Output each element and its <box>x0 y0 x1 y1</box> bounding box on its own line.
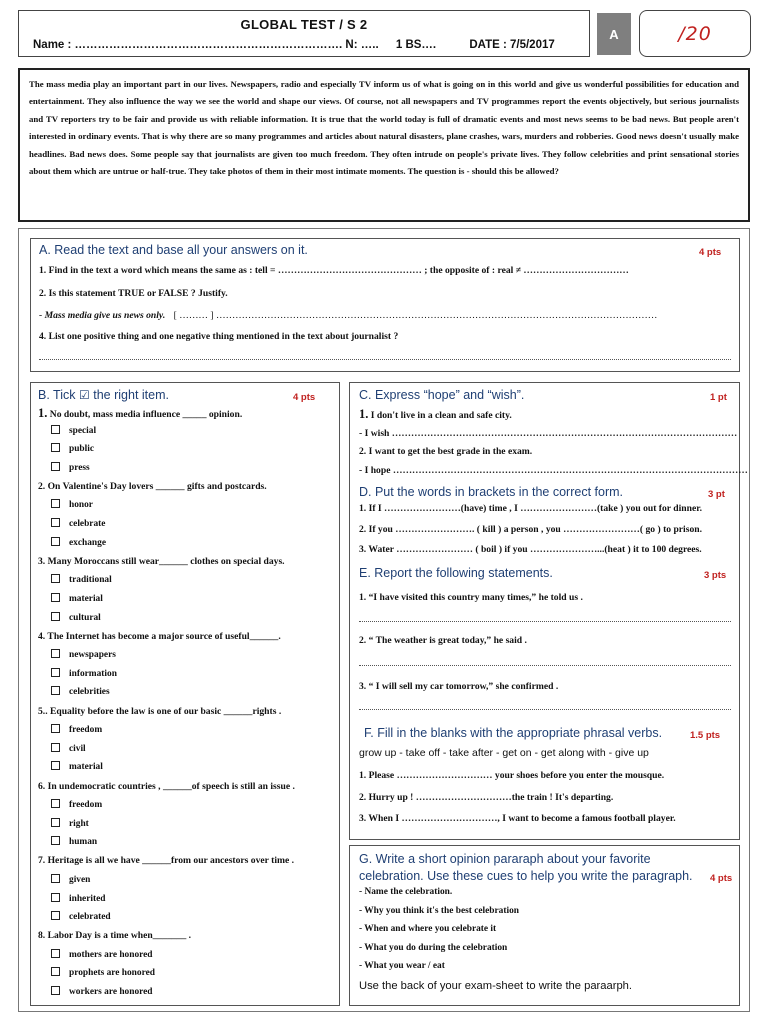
section-a-title: A. Read the text and base all your answers on it. <box>39 243 308 257</box>
wish-answer[interactable]: - I wish ……………………………………………………………………………………………… <box>359 428 738 439</box>
option-label: newspapers <box>69 650 116 661</box>
section-b <box>30 382 340 1006</box>
question-a2: 2. Is this statement TRUE or FALSE ? Justify. <box>39 288 228 299</box>
cue-item: - What you wear / eat <box>359 961 445 971</box>
checkbox-icon[interactable] <box>51 986 60 995</box>
checkbox-icon[interactable] <box>51 649 60 658</box>
name-field[interactable]: Name : ……………………………………………………………. N: ….. <box>33 39 379 51</box>
test-title: GLOBAL TEST / S 2 <box>240 17 368 32</box>
question-f2[interactable]: 2. Hurry up ! …………………………the train ! It's departing. <box>359 792 614 803</box>
option-label: traditional <box>69 575 112 586</box>
checkbox-icon[interactable] <box>51 668 60 677</box>
checkbox-icon[interactable] <box>51 518 60 527</box>
answer-line-e2[interactable] <box>359 665 731 666</box>
section-g-title-line2: celebration. Use these cues to help you write the paragraph. <box>359 869 693 883</box>
question-a4: 4. List one positive thing and one negative thing mentioned in the text about journalist ? <box>39 331 399 342</box>
checkbox-icon[interactable] <box>51 911 60 920</box>
option-label: celebrities <box>69 687 110 698</box>
option-item[interactable] <box>51 799 102 810</box>
phrasal-verb-list: grow up - take off - take after - get on - get along with - give up <box>359 747 649 759</box>
option-label: human <box>69 837 98 848</box>
question-f3[interactable]: 3. When I …………………………, I want to become a famous football player. <box>359 813 676 824</box>
option-item[interactable] <box>51 893 105 904</box>
checkbox-icon[interactable] <box>51 425 60 434</box>
question-a2-statement <box>39 310 657 321</box>
checkbox-icon[interactable] <box>51 499 60 508</box>
score-box <box>639 10 751 57</box>
option-label: celebrate <box>69 519 106 529</box>
section-g-footer: Use the back of your exam-sheet to write the paraarph. <box>359 980 632 992</box>
checkbox-icon[interactable] <box>51 462 60 471</box>
checkbox-icon[interactable] <box>51 537 60 546</box>
option-item[interactable] <box>51 443 94 454</box>
answer-line-e1[interactable] <box>359 621 731 622</box>
section-b-title: B. Tick ☑ the right item. <box>38 388 169 402</box>
header-box <box>18 10 590 57</box>
question-c1: 1. I don't live in a clean and safe city. <box>359 407 512 421</box>
question-b2: 2. On Valentine's Day lovers ______ gifts and postcards. <box>38 480 267 492</box>
option-item[interactable] <box>51 499 93 510</box>
option-item[interactable] <box>51 612 101 623</box>
checkbox-icon[interactable] <box>51 612 60 621</box>
option-label: material <box>69 762 103 773</box>
option-label: right <box>69 818 89 829</box>
option-label: special <box>69 425 97 436</box>
sections-c-f <box>349 382 748 840</box>
section-e-points: 3 pts <box>704 570 727 581</box>
version-badge: A <box>597 13 631 55</box>
section-g-title-line1: G. Write a short opinion pararaph about your favorite <box>359 852 651 866</box>
question-b6: 6. In undemocratic countries , ______of speech is still an issue . <box>38 780 295 792</box>
checkbox-icon[interactable] <box>51 686 60 695</box>
option-label: inherited <box>69 893 106 904</box>
option-item[interactable] <box>51 724 102 735</box>
question-b4: 4. The Internet has become a major source of useful______. <box>38 630 281 642</box>
class-field[interactable]: 1 BS…. <box>395 39 437 51</box>
question-d2[interactable]: 2. If you ……………………. ( kill ) a person , you ……………………( go ) to prison. <box>359 524 702 535</box>
true-false-answer[interactable]: [ ……… ] ………………………………………………………………………………………………………………………… <box>173 310 658 321</box>
option-label: freedom <box>69 725 103 736</box>
checkbox-icon[interactable] <box>51 818 60 827</box>
option-item[interactable] <box>51 986 153 997</box>
option-item[interactable] <box>51 593 103 604</box>
cue-item: - What you do during the celebration <box>359 943 508 953</box>
section-c-title: C. Express “hope” and “wish”. <box>359 388 525 402</box>
checkbox-icon[interactable] <box>51 761 60 770</box>
section-d-points: 3 pt <box>708 489 725 500</box>
reading-passage: The mass media play an important part in our lives. Newspapers, radio and especially TV inform us of what is going on in this world and give us wonderful possibilities for education and entertainment. They also influence the way we see the world and shape our views. Of course, not all newspapers and TV programmes report the events objectively, but serious journalists and TV reporters try to be fair and provide us with reliable information. It is true that the world today is full of dramatic events and most news seems to be bad news. But people aren't interested in ordinary events. That is why there are so many programmes and articles about natural disasters, plane crashes, wars, murders and robberies. Good news doesn't usually make headlines. Bad news does. Some people say that journalists are given too much freedom. They often intrude on people's private lives. They follow celebrities and print sensational stories about them which are untrue or half-true. They take photos of them in their most intimate moments. The question is - should this be allowed? <box>18 68 750 222</box>
option-item[interactable] <box>51 836 97 847</box>
option-item[interactable] <box>51 949 153 960</box>
section-a <box>30 238 740 372</box>
question-c2: 2. I want to get the best grade in the exam. <box>359 446 533 457</box>
option-item[interactable] <box>51 537 106 548</box>
hope-answer[interactable]: - I hope ………………………………………………………………………………………………… <box>359 465 748 476</box>
checkbox-icon[interactable] <box>51 967 60 976</box>
question-d1[interactable]: 1. If I ……………………(have) time , I ……………………(take ) you out for dinner. <box>359 503 702 514</box>
option-label: civil <box>69 743 86 754</box>
question-d3[interactable]: 3. Water …………………… ( boil ) if you …………………...(heat ) it to 100 degrees. <box>359 544 702 555</box>
section-c-points: 1 pt <box>710 392 727 403</box>
question-e1: 1. “I have visited this country many times,” he told us . <box>359 592 583 603</box>
option-item[interactable] <box>51 649 116 660</box>
checkbox-icon[interactable] <box>51 799 60 808</box>
question-b8: 8. Labor Day is a time when_______ . <box>38 930 192 942</box>
option-label: public <box>69 444 95 455</box>
checkbox-icon[interactable] <box>51 574 60 583</box>
section-d-title: D. Put the words in brackets in the correct form. <box>359 485 623 499</box>
checkbox-icon[interactable] <box>51 724 60 733</box>
answer-line[interactable] <box>39 359 731 360</box>
question-e2: 2. “ The weather is great today,” he said . <box>359 635 527 646</box>
option-label: cultural <box>69 612 101 623</box>
question-f1[interactable]: 1. Please ………………………… your shoes before you enter the mousque. <box>359 770 665 781</box>
option-item[interactable] <box>51 518 105 529</box>
date-label: DATE : 7/5/2017 <box>469 39 555 51</box>
section-f-title: F. Fill in the blanks with the appropriate phrasal verbs. <box>364 726 663 740</box>
option-item[interactable] <box>51 818 89 829</box>
option-item[interactable] <box>51 686 110 697</box>
option-item[interactable] <box>51 967 155 978</box>
cue-item: - When and where you celebrate it <box>359 924 497 934</box>
question-b1: 1. No doubt, mass media influence _____ opinion. <box>38 406 243 420</box>
option-label: press <box>69 462 90 473</box>
option-label: information <box>69 668 117 679</box>
question-b3: 3. Many Moroccans still wear______ clothes on special days. <box>38 555 285 567</box>
checkbox-icon[interactable] <box>51 743 60 752</box>
section-g <box>349 845 740 1006</box>
option-label: freedom <box>69 800 103 810</box>
option-item[interactable] <box>51 874 90 885</box>
checkbox-icon: ☑ <box>79 388 90 402</box>
option-item[interactable] <box>51 425 96 436</box>
answer-line-e3[interactable] <box>359 709 731 710</box>
option-label: honor <box>69 500 93 511</box>
checkbox-icon[interactable] <box>51 593 60 602</box>
statement-text: - Mass media give us news only. <box>39 310 166 321</box>
question-b5: 5.. Equality before the law is one of our basic ______rights . <box>38 705 282 717</box>
option-label: celebrated <box>69 912 111 923</box>
option-label: prophets are honored <box>69 968 155 979</box>
option-label: mothers are honored <box>69 949 153 960</box>
checkbox-icon[interactable] <box>51 949 60 958</box>
cue-item: - Name the celebration. <box>359 887 453 897</box>
section-a-points: 4 pts <box>699 247 722 258</box>
section-b-points: 4 pts <box>293 392 316 403</box>
question-e3: 3. “ I will sell my car tomorrow,” she confirmed . <box>359 681 559 692</box>
checkbox-icon[interactable] <box>51 443 60 452</box>
question-b7: 7. Heritage is all we have ______from our ancestors over time . <box>38 855 295 867</box>
option-item[interactable] <box>51 743 86 754</box>
option-label: material <box>69 593 103 604</box>
score-text: /20 <box>678 22 712 45</box>
option-label: given <box>69 874 91 885</box>
option-item[interactable] <box>51 911 111 922</box>
question-a1[interactable]: 1. Find in the text a word which means the same as : tell = ……………………………………… ; the opposite of : real ≠ …………………………… <box>39 265 629 276</box>
option-label: workers are honored <box>69 987 153 997</box>
option-item[interactable] <box>51 668 117 679</box>
section-e-title: E. Report the following statements. <box>359 566 553 580</box>
checkbox-icon[interactable] <box>51 836 60 845</box>
checkbox-icon[interactable] <box>51 874 60 883</box>
option-item[interactable] <box>51 574 112 585</box>
option-item[interactable] <box>51 761 103 772</box>
checkbox-icon[interactable] <box>51 893 60 902</box>
student-info-line <box>33 39 555 51</box>
section-f-points: 1.5 pts <box>690 730 721 741</box>
option-item[interactable] <box>51 462 90 473</box>
option-label: exchange <box>69 537 106 548</box>
section-g-points: 4 pts <box>710 873 733 884</box>
cue-item: - Why you think it's the best celebration <box>359 906 519 916</box>
